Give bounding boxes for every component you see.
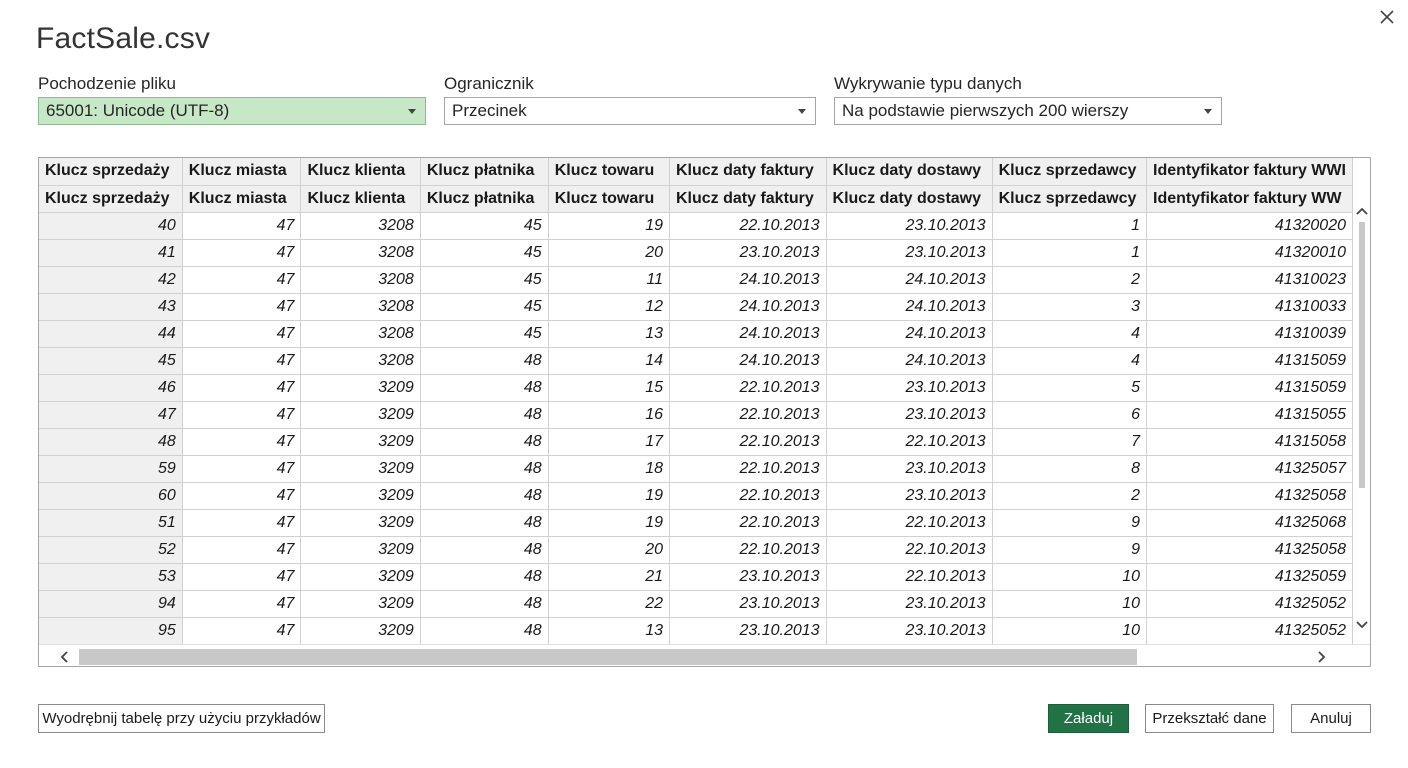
table-cell: 45: [420, 320, 548, 347]
table-cell: 22.10.2013: [826, 536, 992, 563]
table-cell: 23.10.2013: [669, 239, 826, 266]
table-row: [39, 401, 1353, 428]
table-cell: 24.10.2013: [669, 320, 826, 347]
table-cell: 8: [992, 455, 1146, 482]
table-cell: 47: [182, 482, 301, 509]
column-subheader: Klucz sprzedaży: [39, 185, 182, 212]
column-header[interactable]: Klucz płatnika: [420, 158, 548, 185]
table-cell: 41315058: [1147, 428, 1353, 455]
subheader-row: [39, 185, 1353, 212]
table-cell: 95: [39, 617, 182, 644]
table-cell: 24.10.2013: [826, 320, 992, 347]
table-cell: 23.10.2013: [826, 374, 992, 401]
table-cell: 2: [992, 266, 1146, 293]
table-cell: 41310039: [1147, 320, 1353, 347]
table-row: [39, 212, 1353, 239]
table-cell: 3209: [301, 509, 420, 536]
column-subheader: Klucz daty dostawy: [826, 185, 992, 212]
transform-data-button[interactable]: Przekształć dane: [1145, 704, 1274, 733]
table-cell: 41320020: [1147, 212, 1353, 239]
table-cell: 24.10.2013: [669, 266, 826, 293]
table-cell: 10: [992, 590, 1146, 617]
table-cell: 47: [182, 617, 301, 644]
horizontal-scroll-thumb[interactable]: [79, 649, 1137, 665]
origin-select[interactable]: [38, 97, 426, 125]
table-cell: 21: [548, 563, 669, 590]
table-cell: 3209: [301, 455, 420, 482]
cancel-button[interactable]: Anuluj: [1291, 704, 1371, 733]
column-header[interactable]: Klucz daty faktury: [669, 158, 826, 185]
table-cell: 24.10.2013: [826, 293, 992, 320]
table-cell: 94: [39, 590, 182, 617]
table-row: [39, 482, 1353, 509]
table-cell: 13: [548, 320, 669, 347]
detection-select[interactable]: [834, 97, 1222, 125]
table-cell: 4: [992, 347, 1146, 374]
table-row: [39, 617, 1353, 644]
table-cell: 1: [992, 239, 1146, 266]
table-cell: 47: [182, 455, 301, 482]
table-cell: 23.10.2013: [669, 617, 826, 644]
delimiter-select[interactable]: [444, 97, 816, 125]
table-cell: 45: [420, 266, 548, 293]
table-cell: 47: [39, 401, 182, 428]
table-cell: 45: [420, 212, 548, 239]
chevron-up-icon[interactable]: [1355, 204, 1369, 218]
table-cell: 3209: [301, 563, 420, 590]
table-cell: 3209: [301, 536, 420, 563]
vertical-scrollbar[interactable]: [1353, 200, 1371, 644]
table-row: [39, 293, 1353, 320]
table-cell: 59: [39, 455, 182, 482]
table-cell: 15: [548, 374, 669, 401]
column-subheader: Klucz daty faktury: [669, 185, 826, 212]
column-subheader: Klucz klienta: [301, 185, 420, 212]
header-row: [39, 158, 1353, 185]
table-row: [39, 320, 1353, 347]
table-cell: 22: [548, 590, 669, 617]
table-cell: 48: [420, 428, 548, 455]
table-cell: 3209: [301, 374, 420, 401]
table-cell: 22.10.2013: [669, 536, 826, 563]
table-cell: 24.10.2013: [669, 293, 826, 320]
table-row: [39, 428, 1353, 455]
table-cell: 7: [992, 428, 1146, 455]
table-cell: 3208: [301, 320, 420, 347]
table-row: [39, 266, 1353, 293]
table-cell: 42: [39, 266, 182, 293]
table-cell: 43: [39, 293, 182, 320]
chevron-right-icon[interactable]: [1315, 650, 1329, 664]
table-cell: 48: [420, 374, 548, 401]
table-cell: 3: [992, 293, 1146, 320]
preview-table: [39, 158, 1353, 644]
column-subheader: Klucz miasta: [182, 185, 301, 212]
table-cell: 53: [39, 563, 182, 590]
table-cell: 3208: [301, 266, 420, 293]
origin-label: Pochodzenie pliku: [38, 74, 176, 93]
table-cell: 17: [548, 428, 669, 455]
table-cell: 3209: [301, 482, 420, 509]
table-cell: 46: [39, 374, 182, 401]
table-cell: 3208: [301, 347, 420, 374]
table-cell: 23.10.2013: [826, 239, 992, 266]
table-cell: 22.10.2013: [669, 212, 826, 239]
table-cell: 47: [182, 293, 301, 320]
table-cell: 40: [39, 212, 182, 239]
table-cell: 1: [992, 212, 1146, 239]
table-cell: 10: [992, 563, 1146, 590]
table-cell: 51: [39, 509, 182, 536]
table-cell: 3208: [301, 239, 420, 266]
column-header[interactable]: Identyfikator faktury WWI: [1147, 158, 1353, 185]
table-cell: 48: [420, 536, 548, 563]
table-cell: 41325057: [1147, 455, 1353, 482]
table-cell: 3209: [301, 428, 420, 455]
table-cell: 22.10.2013: [669, 428, 826, 455]
table-cell: 19: [548, 509, 669, 536]
table-cell: 11: [548, 266, 669, 293]
table-cell: 9: [992, 509, 1146, 536]
table-row: [39, 455, 1353, 482]
detection-label: Wykrywanie typu danych: [834, 74, 1022, 93]
table-cell: 3208: [301, 293, 420, 320]
table-row: [39, 590, 1353, 617]
table-cell: 47: [182, 374, 301, 401]
table-cell: 41325058: [1147, 536, 1353, 563]
table-cell: 47: [182, 563, 301, 590]
table-cell: 22.10.2013: [669, 482, 826, 509]
table-cell: 24.10.2013: [826, 266, 992, 293]
table-cell: 47: [182, 401, 301, 428]
column-header[interactable]: Klucz daty dostawy: [826, 158, 992, 185]
table-cell: 47: [182, 509, 301, 536]
column-header[interactable]: Klucz sprzedawcy: [992, 158, 1146, 185]
close-icon: [1374, 4, 1400, 30]
table-cell: 4: [992, 320, 1146, 347]
table-row: [39, 239, 1353, 266]
load-button[interactable]: Załaduj: [1048, 704, 1129, 733]
table-cell: 45: [420, 239, 548, 266]
table-cell: 24.10.2013: [669, 347, 826, 374]
table-cell: 22.10.2013: [669, 455, 826, 482]
column-header[interactable]: Klucz sprzedaży: [39, 158, 182, 185]
column-header[interactable]: Klucz klienta: [301, 158, 420, 185]
table-cell: 41325058: [1147, 482, 1353, 509]
table-cell: 23.10.2013: [826, 455, 992, 482]
table-cell: 48: [39, 428, 182, 455]
table-cell: 3208: [301, 212, 420, 239]
chevron-left-icon[interactable]: [57, 650, 71, 664]
table-cell: 48: [420, 563, 548, 590]
table-cell: 41325059: [1147, 563, 1353, 590]
table-cell: 3209: [301, 590, 420, 617]
table-cell: 47: [182, 590, 301, 617]
table-cell: 23.10.2013: [826, 212, 992, 239]
table-cell: 19: [548, 482, 669, 509]
dialog-title: FactSale.csv: [36, 22, 211, 55]
table-cell: 45: [39, 347, 182, 374]
horizontal-scrollbar[interactable]: [39, 644, 1371, 667]
table-cell: 41310023: [1147, 266, 1353, 293]
table-cell: 9: [992, 536, 1146, 563]
table-cell: 22.10.2013: [826, 563, 992, 590]
table-cell: 47: [182, 239, 301, 266]
table-cell: 20: [548, 239, 669, 266]
chevron-down-icon: [408, 109, 416, 114]
table-cell: 47: [182, 347, 301, 374]
vertical-scroll-thumb[interactable]: [1359, 222, 1365, 488]
table-cell: 12: [548, 293, 669, 320]
table-cell: 3209: [301, 617, 420, 644]
table-row: [39, 563, 1353, 590]
chevron-down-icon[interactable]: [1355, 618, 1369, 632]
table-cell: 41: [39, 239, 182, 266]
table-cell: 48: [420, 590, 548, 617]
table-cell: 48: [420, 347, 548, 374]
extract-table-button[interactable]: Wyodrębnij tabelę przy użyciu przykładów: [38, 704, 325, 733]
column-subheader: Identyfikator faktury WW: [1147, 185, 1353, 212]
column-header[interactable]: Klucz towaru: [548, 158, 669, 185]
table-cell: 23.10.2013: [826, 401, 992, 428]
origin-value: 65001: Unicode (UTF-8): [46, 101, 230, 120]
table-cell: 23.10.2013: [826, 617, 992, 644]
table-cell: 48: [420, 617, 548, 644]
table-cell: 48: [420, 401, 548, 428]
table-cell: 41325068: [1147, 509, 1353, 536]
table-cell: 60: [39, 482, 182, 509]
table-cell: 16: [548, 401, 669, 428]
table-cell: 20: [548, 536, 669, 563]
table-cell: 47: [182, 428, 301, 455]
column-subheader: Klucz sprzedawcy: [992, 185, 1146, 212]
table-cell: 45: [420, 293, 548, 320]
column-header[interactable]: Klucz miasta: [182, 158, 301, 185]
table-row: [39, 347, 1353, 374]
table-cell: 18: [548, 455, 669, 482]
column-subheader: Klucz towaru: [548, 185, 669, 212]
table-cell: 41325052: [1147, 617, 1353, 644]
chevron-down-icon: [798, 109, 806, 114]
table-cell: 41325052: [1147, 590, 1353, 617]
delimiter-value: Przecinek: [452, 101, 527, 120]
table-cell: 22.10.2013: [826, 428, 992, 455]
table-cell: 10: [992, 617, 1146, 644]
table-cell: 48: [420, 509, 548, 536]
table-cell: 6: [992, 401, 1146, 428]
table-cell: 47: [182, 536, 301, 563]
table-cell: 48: [420, 455, 548, 482]
column-subheader: Klucz płatnika: [420, 185, 548, 212]
table-cell: 23.10.2013: [669, 563, 826, 590]
table-cell: 19: [548, 212, 669, 239]
data-preview-grid: [38, 157, 1371, 667]
table-cell: 22.10.2013: [669, 401, 826, 428]
table-cell: 47: [182, 320, 301, 347]
table-cell: 23.10.2013: [826, 590, 992, 617]
table-cell: 2: [992, 482, 1146, 509]
table-cell: 48: [420, 482, 548, 509]
delimiter-label: Ogranicznik: [444, 74, 534, 93]
table-cell: 41320010: [1147, 239, 1353, 266]
table-cell: 41310033: [1147, 293, 1353, 320]
table-cell: 22.10.2013: [826, 509, 992, 536]
table-cell: 24.10.2013: [826, 347, 992, 374]
table-cell: 41315059: [1147, 374, 1353, 401]
table-cell: 22.10.2013: [669, 374, 826, 401]
table-cell: 47: [182, 212, 301, 239]
table-cell: 3209: [301, 401, 420, 428]
table-cell: 44: [39, 320, 182, 347]
table-row: [39, 374, 1353, 401]
table-cell: 22.10.2013: [669, 509, 826, 536]
table-row: [39, 536, 1353, 563]
detection-value: Na podstawie pierwszych 200 wierszy: [842, 101, 1129, 120]
table-cell: 41315055: [1147, 401, 1353, 428]
table-cell: 41315059: [1147, 347, 1353, 374]
table-cell: 23.10.2013: [826, 482, 992, 509]
chevron-down-icon: [1204, 109, 1212, 114]
close-button[interactable]: [1374, 4, 1400, 30]
table-cell: 14: [548, 347, 669, 374]
table-cell: 13: [548, 617, 669, 644]
table-row: [39, 509, 1353, 536]
table-cell: 52: [39, 536, 182, 563]
table-cell: 5: [992, 374, 1146, 401]
table-cell: 23.10.2013: [669, 590, 826, 617]
table-cell: 47: [182, 266, 301, 293]
